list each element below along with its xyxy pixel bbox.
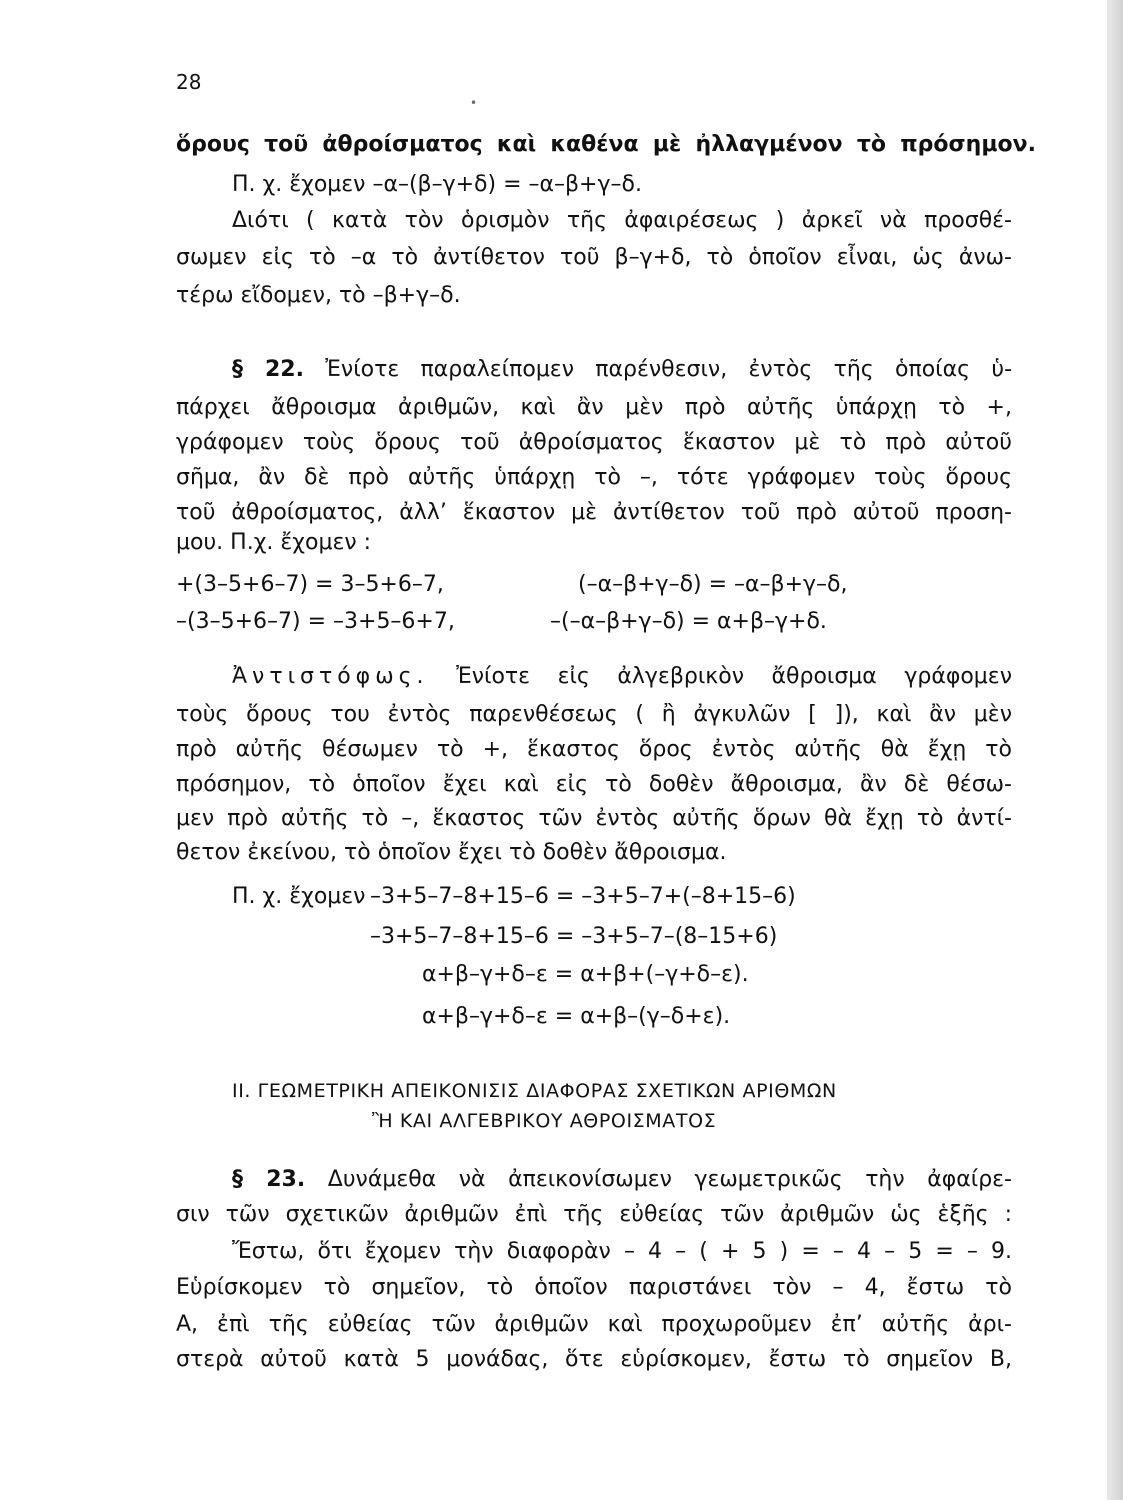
para1-line-4: σωμεν εἰς τὸ –α τὸ ἀντίθετον τοῦ β–γ+δ, τὸ ὁποῖον εἶναι, ὡς ἀνω- bbox=[176, 245, 1012, 270]
print-speck: • bbox=[470, 96, 478, 110]
sec22-eq-1-left: +(3–5+6–7) = 3–5+6–7, bbox=[176, 572, 444, 597]
sec23-line-2: σιν τῶν σχετικῶν ἀριθμῶν ἐπὶ τῆς εὐθείας τῶν ἀριθμῶν ὡς ἑξῆς : bbox=[176, 1202, 1012, 1227]
sec23-line-4: Εὑρίσκομεν τὸ σημεῖον, τὸ ὁποῖον παριστάνει τὸν – 4, ἔστω τὸ bbox=[176, 1275, 1012, 1300]
page-edge bbox=[1107, 0, 1123, 1500]
sec22-line-2: πάρχει ἄθροισμα ἀριθμῶν, καὶ ἂν μὲν πρὸ αὐτῆς ὑπάρχῃ τὸ +, bbox=[176, 395, 1012, 420]
anti-line-5: μεν πρὸ αὐτῆς τὸ –, ἕκαστος τῶν ἐντὸς αὐτῆς ὅρων θὰ ἔχῃ τὸ ἀντί- bbox=[176, 806, 1012, 831]
sec23-line-6: στερὰ αὐτοῦ κατὰ 5 μονάδας, ὅτε εὑρίσκομεν, ἔστω τὸ σημεῖον Β, bbox=[176, 1347, 1012, 1372]
sec22-line-1 bbox=[232, 355, 1012, 385]
anti-line-6: θετον ἐκείνου, τὸ ὁποῖον ἔχει τὸ δοθὲν ἄθροισμα. bbox=[176, 840, 727, 865]
anti-line-1 bbox=[232, 662, 1012, 692]
sec22-line-3: γράφομεν τοὺς ὅρους τοῦ ἀθροίσματος ἕκαστον μὲ τὸ πρὸ αὐτοῦ bbox=[176, 430, 1012, 455]
sec23-line-5: Α, ἐπὶ τῆς εὐθείας τῶν ἀριθμῶν καὶ προχωροῦμεν ἐπ’ αὐτῆς ἀρι- bbox=[176, 1312, 1012, 1337]
sec22-eq-2-right: –(–α–β+γ–δ) = α+β–γ+δ. bbox=[550, 609, 827, 634]
sec22-line-4: σῆμα, ἂν δὲ πρὸ αὐτῆς ὑπάρχῃ τὸ –, τότε γράφομεν τοὺς ὅρους bbox=[176, 465, 1012, 490]
sec22-eq-1-right: (–α–β+γ–δ) = –α–β+γ–δ, bbox=[578, 572, 848, 597]
anti-line-3: πρὸ αὐτῆς θέσωμεν τὸ +, ἕκαστος ὅρος ἐντὸς αὐτῆς θὰ ἔχῃ τὸ bbox=[176, 737, 1012, 762]
anti-eq-3: α+β–γ+δ–ε = α+β+(–γ+δ–ε). bbox=[422, 962, 749, 987]
section-heading-line-2: Ἢ ΚΑΙ ΑΛΓΕΒΡΙΚΟΥ ΑΘΡΟΙΣΜΑΤΟΣ bbox=[372, 1110, 717, 1132]
anti-line-2: τοὺς ὅρους του ἐντὸς παρενθέσεως ( ἢ ἀγκυλῶν [ ]), καὶ ἂν μὲν bbox=[176, 702, 1012, 727]
anti-line-4: πρόσημον, τὸ ὁποῖον ἔχει καὶ εἰς τὸ δοθὲν ἄθροισμα, ἂν δὲ θέσω- bbox=[176, 772, 1012, 797]
sec23-line-1-text: Δυνάμεθα νὰ ἀπεικονίσωμεν γεωμετρικῶς τὴν ἀφαίρε- bbox=[327, 1167, 1012, 1192]
sec22-line-1-text: Ἐνίοτε παραλείπομεν παρένθεσιν, ἐντὸς τῆς ὁποίας ὑ- bbox=[325, 357, 1013, 382]
anti-word: Ἀντιστόφως. bbox=[232, 664, 429, 689]
page-number: 28 bbox=[176, 70, 202, 94]
anti-eq-2: –3+5–7–8+15–6 = –3+5–7–(8–15+6) bbox=[370, 924, 778, 949]
sec23-line-3: Ἔστω, ὅτι ἔχομεν τὴν διαφορὰν – 4 – ( + 5 ) = – 4 – 5 = – 9. bbox=[232, 1239, 1012, 1264]
anti-eq-1: –3+5–7–8+15–6 = –3+5–7+(–8+15–6) bbox=[370, 884, 796, 909]
sec22-eq-2-left: –(3–5+6–7) = –3+5–6+7, bbox=[176, 609, 455, 634]
sec22-number: § 22. bbox=[232, 357, 304, 382]
anti-line-1-text: Ἐνίοτε εἰς ἀλγεβρικὸν ἄθροισμα γράφομεν bbox=[456, 664, 1012, 689]
para1-line-2: Π. χ. ἔχομεν –α–(β–γ+δ) = –α–β+γ–δ. bbox=[232, 172, 642, 197]
sec23-line-1 bbox=[232, 1165, 1012, 1195]
anti-eq-4: α+β–γ+δ–ε = α+β–(γ–δ+ε). bbox=[422, 1004, 731, 1029]
para1-line-5: τέρω εἴδομεν, τὸ –β+γ–δ. bbox=[176, 283, 461, 308]
section-heading-line-1: ΙΙ. ΓΕΩΜΕΤΡΙΚΗ ΑΠΕΙΚΟΝΙΣΙΣ ΔΙΑΦΟΡΑΣ ΣΧΕΤΙΚΩΝ ΑΡΙΘΜΩΝ bbox=[232, 1080, 837, 1102]
anti-example-prefix: Π. χ. ἔχομεν bbox=[232, 884, 366, 909]
para1-line-3: Διότι ( κατὰ τὸν ὁρισμὸν τῆς ἀφαιρέσεως ) ἀρκεῖ νὰ προσθέ- bbox=[232, 208, 1012, 233]
sec23-number: § 23. bbox=[232, 1167, 306, 1192]
sec22-line-6: μου. Π.χ. ἔχομεν : bbox=[176, 530, 372, 555]
sec22-line-5: τοῦ ἀθροίσματος, ἀλλ’ ἕκαστον μὲ ἀντίθετον τοῦ πρὸ αὐτοῦ προση- bbox=[176, 500, 1012, 525]
para1-line-1: ὅρους τοῦ ἀθροίσματος καὶ καθένα μὲ ἠλλαγμένον τὸ πρόσημον. bbox=[176, 132, 1036, 157]
